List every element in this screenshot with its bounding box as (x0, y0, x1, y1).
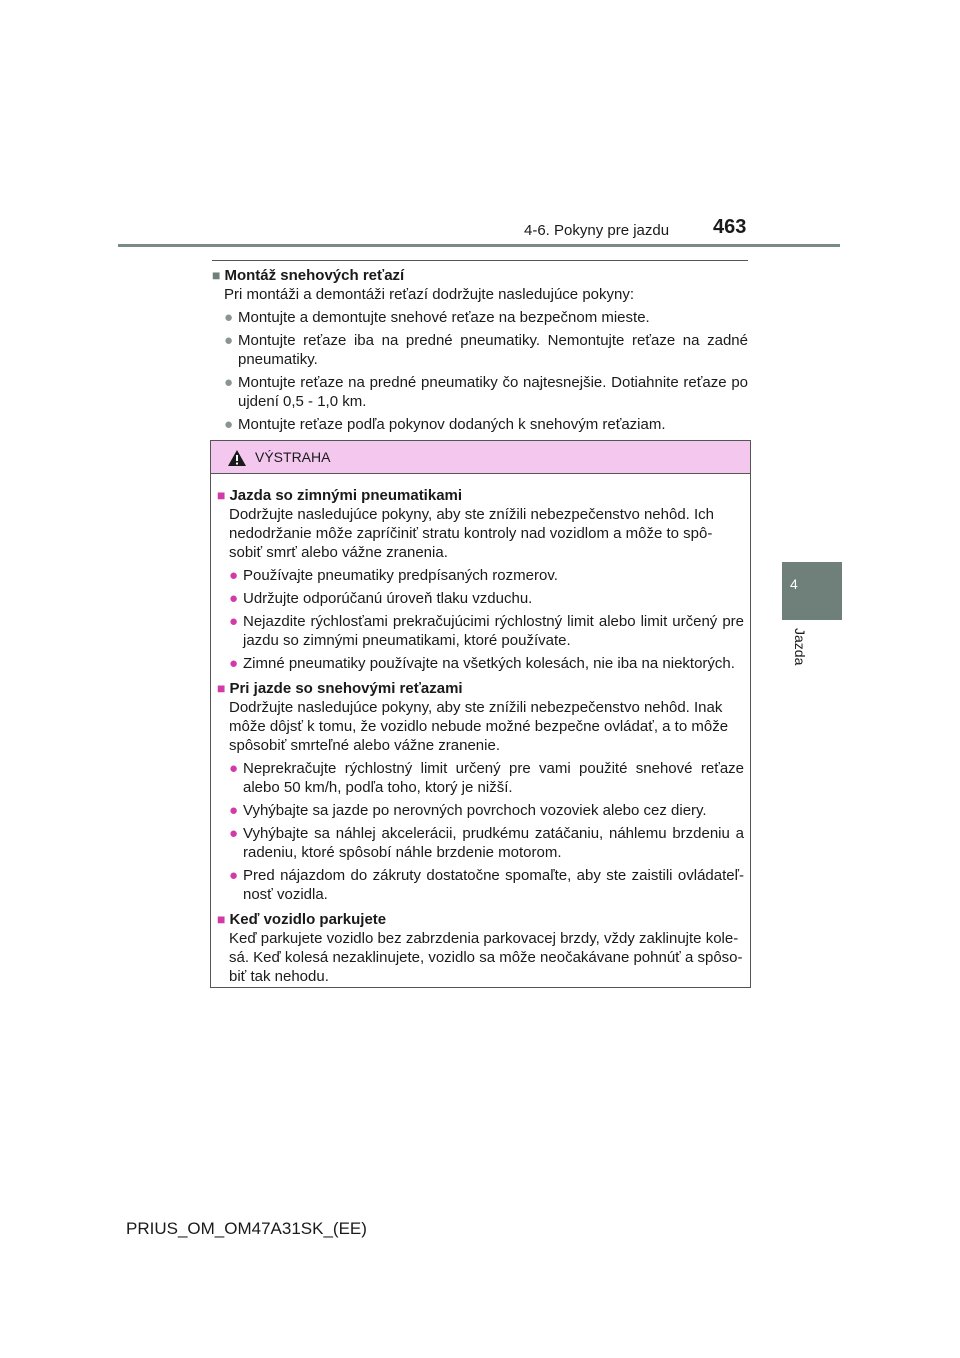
dot-bullet-icon: ● (229, 867, 239, 884)
warning-section-text: Keď parkujete vozidlo bez zabrzdenia parkovacej brzdy, vždy zaklinujte kole-sá. Keď kolesá nezaklinujete, vozidlo sa môže neočakávane pohnúť a spôso-biť tak nehodu. (229, 930, 743, 985)
warning-triangle-icon (227, 449, 247, 467)
warning-body (211, 474, 750, 986)
dot-bullet-icon: ● (229, 760, 239, 777)
dot-bullet-icon: ● (229, 613, 239, 630)
dot-bullet-icon: ● (224, 309, 234, 326)
warning-section-text: Dodržujte nasledujúce pokyny, aby ste znížili nebezpečenstvo nehôd. Inak môže dôjsť k tomu, že vozidlo nebude možné bezpečne ovládať, a to môže spôsobiť smrteľné alebo vážne zranenie. (229, 699, 729, 754)
intro-text: Pri montáži a demontáži reťazí dodržujte nasledujúce pokyny: (224, 286, 635, 303)
warning-title: VÝSTRAHA (255, 449, 331, 465)
list-item: ● Montujte reťaze iba na predné pneumatiky. Nemontujte reťaze na zadné pneumatiky. (224, 332, 748, 368)
warning-section-heading: ■ Jazda so zimnými pneumatikami (217, 487, 463, 504)
list-item: ● Montujte reťaze podľa pokynov dodaných k snehovým reťaziam. (224, 416, 666, 433)
square-bullet-icon: ■ (217, 680, 226, 696)
main-content (212, 266, 748, 434)
square-bullet-icon: ■ (217, 911, 226, 927)
dot-bullet-icon: ● (229, 567, 239, 584)
top-rule (212, 260, 748, 261)
list-item: ● Nejazdite rýchlosťami prekračujúcimi rýchlostný limit alebo limit určený pre jazdu so zimnými pneumatikami, ktoré používate. (229, 613, 744, 649)
dot-bullet-icon: ● (229, 802, 239, 819)
list-item: ● Vyhýbajte sa náhlej akcelerácii, prudkému zatáčaniu, náhlemu brzdeniu a radeniu, ktoré spôsobí náhle brzdenie motorom. (229, 825, 744, 861)
dot-bullet-icon: ● (224, 374, 234, 391)
list-item: ● Vyhýbajte sa jazde po nerovných povrchoch vozoviek alebo cez diery. (229, 802, 707, 819)
warning-header (211, 441, 750, 474)
warning-box (210, 440, 751, 988)
header-section-title: 4-6. Pokyny pre jazdu (524, 222, 670, 239)
warning-section-heading: ■ Keď vozidlo parkujete (217, 911, 387, 928)
footer-code: PRIUS_OM_OM47A31SK_(EE) (126, 1219, 367, 1238)
list-item: ● Montujte a demontujte snehové reťaze na bezpečnom mieste. (224, 309, 650, 326)
page-number: 463 (713, 216, 747, 238)
warning-section-text: Dodržujte nasledujúce pokyny, aby ste znížili nebezpečenstvo nehôd. Ich nedodržanie môže zapríčiniť stratu kontroly nad vozidlom a môže to spô-sobiť smrť alebo vážne zranenia. (229, 506, 715, 561)
warning-section-heading: ■ Pri jazde so snehovými reťazami (217, 680, 463, 697)
list-item: ● Pred nájazdom do zákruty dostatočne spomaľte, aby ste zaistili ovládateľ-nosť vozidla. (229, 867, 744, 903)
header-rule (118, 244, 840, 247)
list-item: ● Neprekračujte rýchlostný limit určený pre vami použité snehové reťaze alebo 50 km/h, podľa toho, ktorý je nižší. (229, 760, 744, 796)
section-heading: ■ Montáž snehových reťazí (212, 267, 405, 284)
dot-bullet-icon: ● (229, 655, 239, 672)
chapter-tab-number: 4 (790, 576, 798, 592)
dot-bullet-icon: ● (224, 332, 234, 349)
square-bullet-icon: ■ (212, 267, 221, 283)
list-item: ● Montujte reťaze na predné pneumatiky čo najtesnejšie. Dotiahnite reťaze po ujdení 0,5 - 1,0 km. (224, 374, 748, 410)
list-item: ● Udržujte odporúčanú úroveň tlaku vzduchu. (229, 590, 533, 607)
list-item: ● Zimné pneumatiky používajte na všetkých kolesách, nie iba na niektorých. (229, 655, 735, 672)
dot-bullet-icon: ● (229, 590, 239, 607)
square-bullet-icon: ■ (217, 487, 226, 503)
dot-bullet-icon: ● (224, 416, 234, 433)
list-item: ● Používajte pneumatiky predpísaných rozmerov. (229, 567, 558, 584)
dot-bullet-icon: ● (229, 825, 239, 842)
